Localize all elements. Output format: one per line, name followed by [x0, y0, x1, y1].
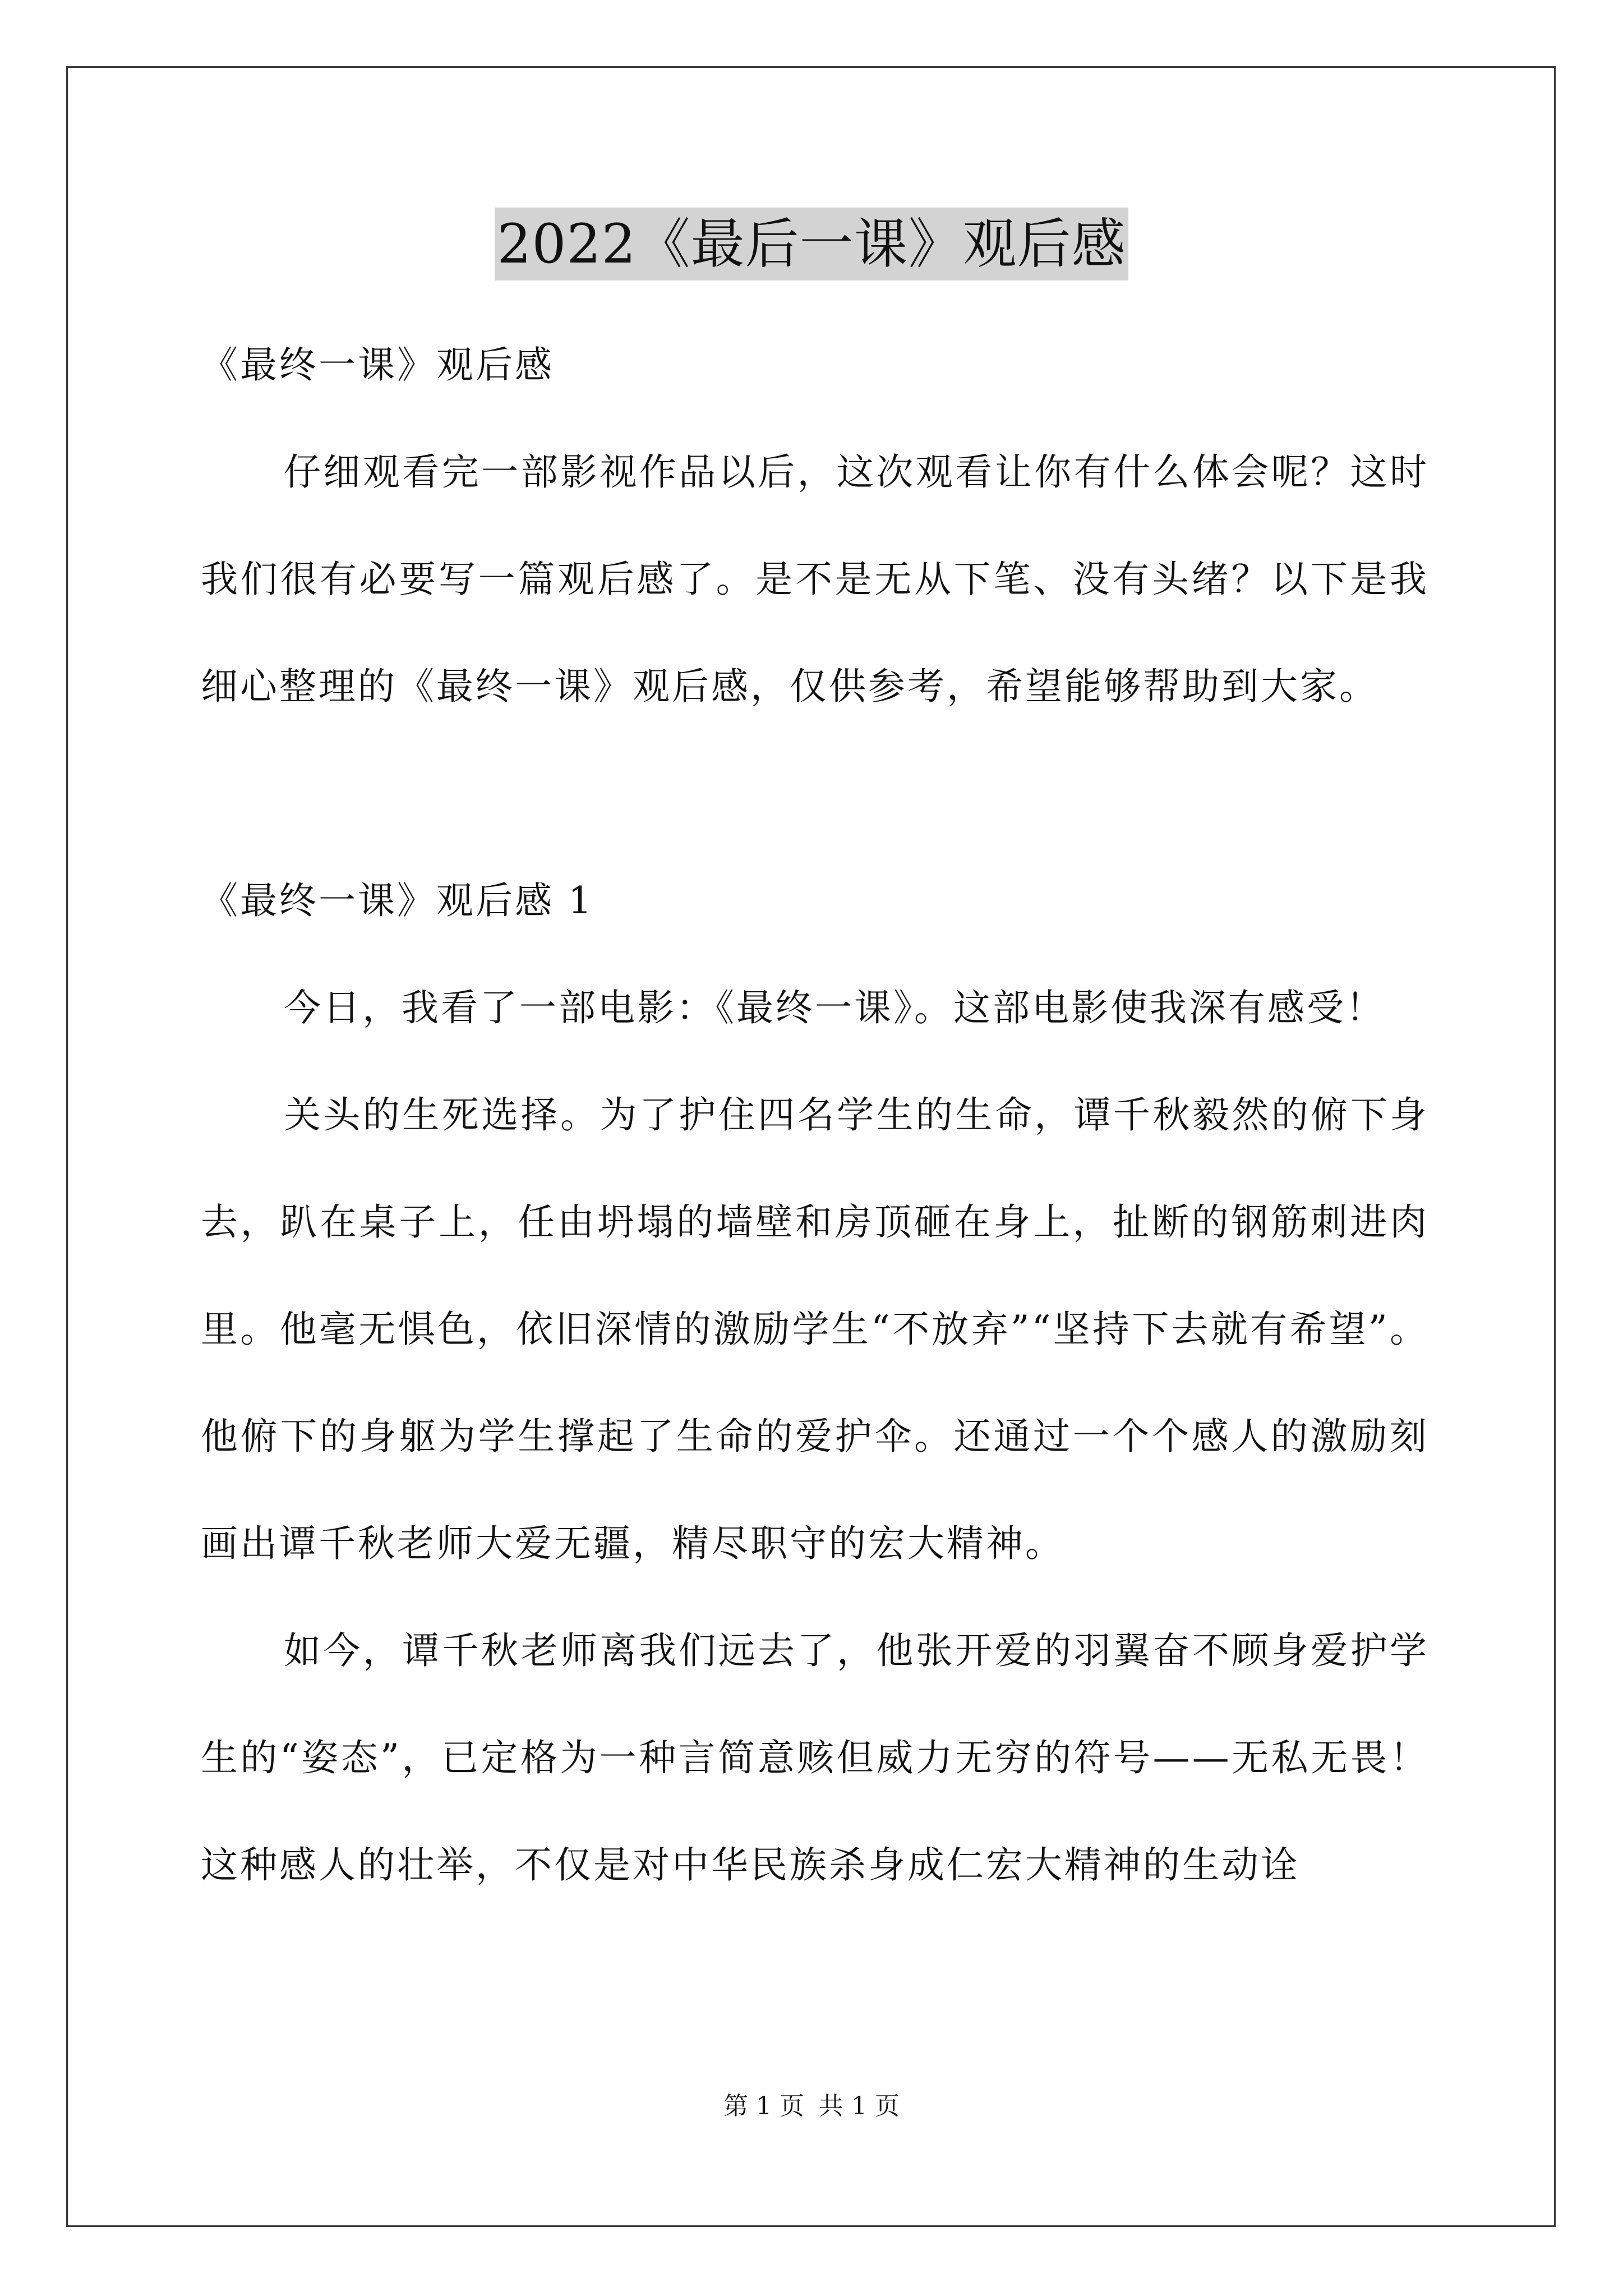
- body-paragraph: 如今，谭千秋老师离我们远去了，他张开爱的羽翼奋不顾身爱护学生的“姿态”，已定格为一种言简意赅但威力无穷的符号——无私无畏！这种感人的壮举，不仅是对中华民族杀身成仁宏大精神的生动诠: [201, 1629, 1429, 1887]
- page-number: 第 1 页: [723, 2092, 804, 2120]
- page-total: 共 1 页: [819, 2092, 900, 2120]
- document-body: [201, 311, 1429, 1918]
- section-heading: 《最终一课》观后感 1: [201, 879, 594, 922]
- body-paragraph: 关头的生死选择。为了护住四名学生的生命，谭千秋毅然的俯下身去，趴在桌子上，任由坍塌的墙壁和房顶砸在身上，扯断的钢筋刺进肉里。他毫无惧色，依旧深情的激励学生“不放弃”“坚持下去就有希望”。他俯下的身躯为学生撑起了生命的爱护伞。还通过一个个感人的激励刻画出谭千秋老师大爱无疆，精尽职守的宏大精神。: [201, 1093, 1429, 1565]
- document-title: 2022《最后一课》观后感: [495, 208, 1128, 280]
- title-container: [0, 208, 1623, 280]
- section-heading: 《最终一课》观后感: [201, 343, 554, 386]
- intro-paragraph: 仔细观看完一部影视作品以后，这次观看让你有什么体会呢？这时我们很有必要写一篇观后感了。是不是无从下笔、没有头绪？以下是我细心整理的《最终一课》观后感，仅供参考，希望能够帮助到大家。: [201, 450, 1429, 708]
- body-paragraph: 今日，我看了一部电影：《最终一课》。这部电影使我深有感受！: [284, 986, 1385, 1029]
- page-footer: [0, 2090, 1623, 2123]
